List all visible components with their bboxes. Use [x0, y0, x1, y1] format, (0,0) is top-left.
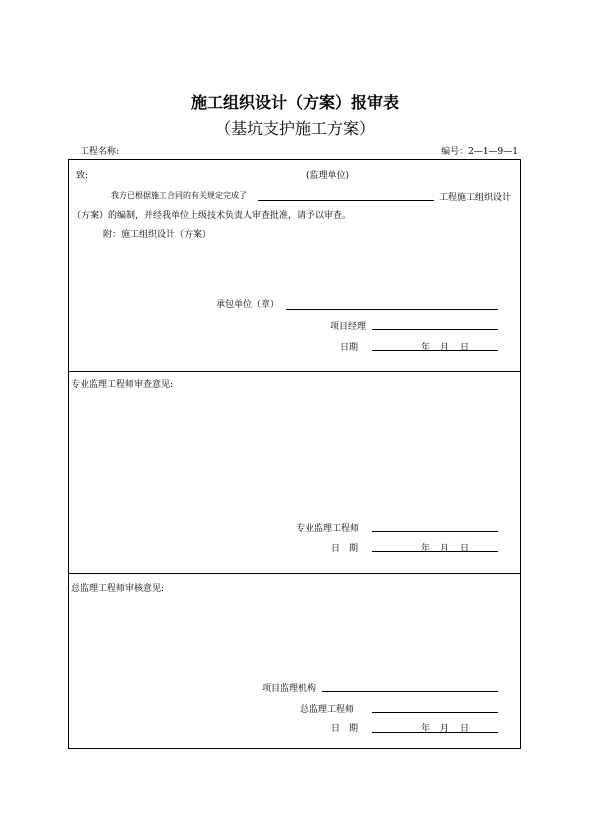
chief-signature-line[interactable] — [372, 712, 498, 713]
year-label: 年 — [421, 343, 431, 353]
project-name-label: 工程名称: — [80, 147, 120, 157]
sentence-start: 我方已根据施工合同的有关规定完成了 — [111, 191, 247, 200]
section-divider-2 — [68, 573, 521, 574]
project-blank-line[interactable] — [258, 200, 434, 201]
page-title: 施工组织设计（方案）报审表 — [190, 93, 399, 112]
month-label-2: 月 — [440, 544, 450, 554]
month-label-3: 月 — [440, 724, 450, 734]
date-label: 日期 — [340, 343, 359, 353]
chief-label: 总监理工程师 — [300, 705, 355, 715]
pm-signature-line[interactable] — [372, 329, 498, 330]
org-label: 项目监理机构 — [262, 684, 317, 694]
day-label-2: 日 — [460, 544, 470, 554]
year-label-2: 年 — [421, 544, 431, 554]
date-label-3: 日 期 — [331, 724, 359, 734]
supervisor-unit-label: (监理单位) — [306, 171, 350, 181]
engineer-opinion-label: 专业监理工程师审查意见: — [71, 380, 174, 390]
date-line-3[interactable] — [372, 732, 498, 733]
date-line[interactable] — [372, 350, 498, 351]
year-label-3: 年 — [421, 724, 431, 734]
sentence-end: （方案）的编制，并经我单位上级技术负责人审查批准，请予以审查。 — [72, 211, 352, 221]
day-label: 日 — [460, 343, 470, 353]
page-subtitle: （基坑支护施工方案） — [214, 119, 375, 138]
contractor-label: 承包单位（章） — [216, 300, 280, 310]
form-number: 编号：2—1—9—1 — [441, 147, 518, 157]
sentence-mid: 工程施工组织设计 — [439, 193, 512, 203]
chief-opinion-label: 总监理工程师审核意见: — [71, 584, 165, 594]
pm-label: 项目经理 — [330, 322, 367, 332]
section-divider-1 — [68, 371, 521, 372]
engineer-signature-line[interactable] — [372, 531, 498, 532]
to-label: 致: — [76, 171, 89, 181]
day-label-3: 日 — [460, 724, 470, 734]
engineer-label: 专业监理工程师 — [296, 524, 360, 534]
contractor-signature-line[interactable] — [286, 309, 498, 310]
form-table — [68, 159, 521, 749]
org-signature-line[interactable] — [322, 691, 498, 692]
attachment-label: 附：施工组织设计（方案） — [103, 230, 212, 240]
month-label: 月 — [440, 343, 450, 353]
date-line-2[interactable] — [372, 551, 498, 552]
date-label-2: 日 期 — [331, 544, 359, 554]
